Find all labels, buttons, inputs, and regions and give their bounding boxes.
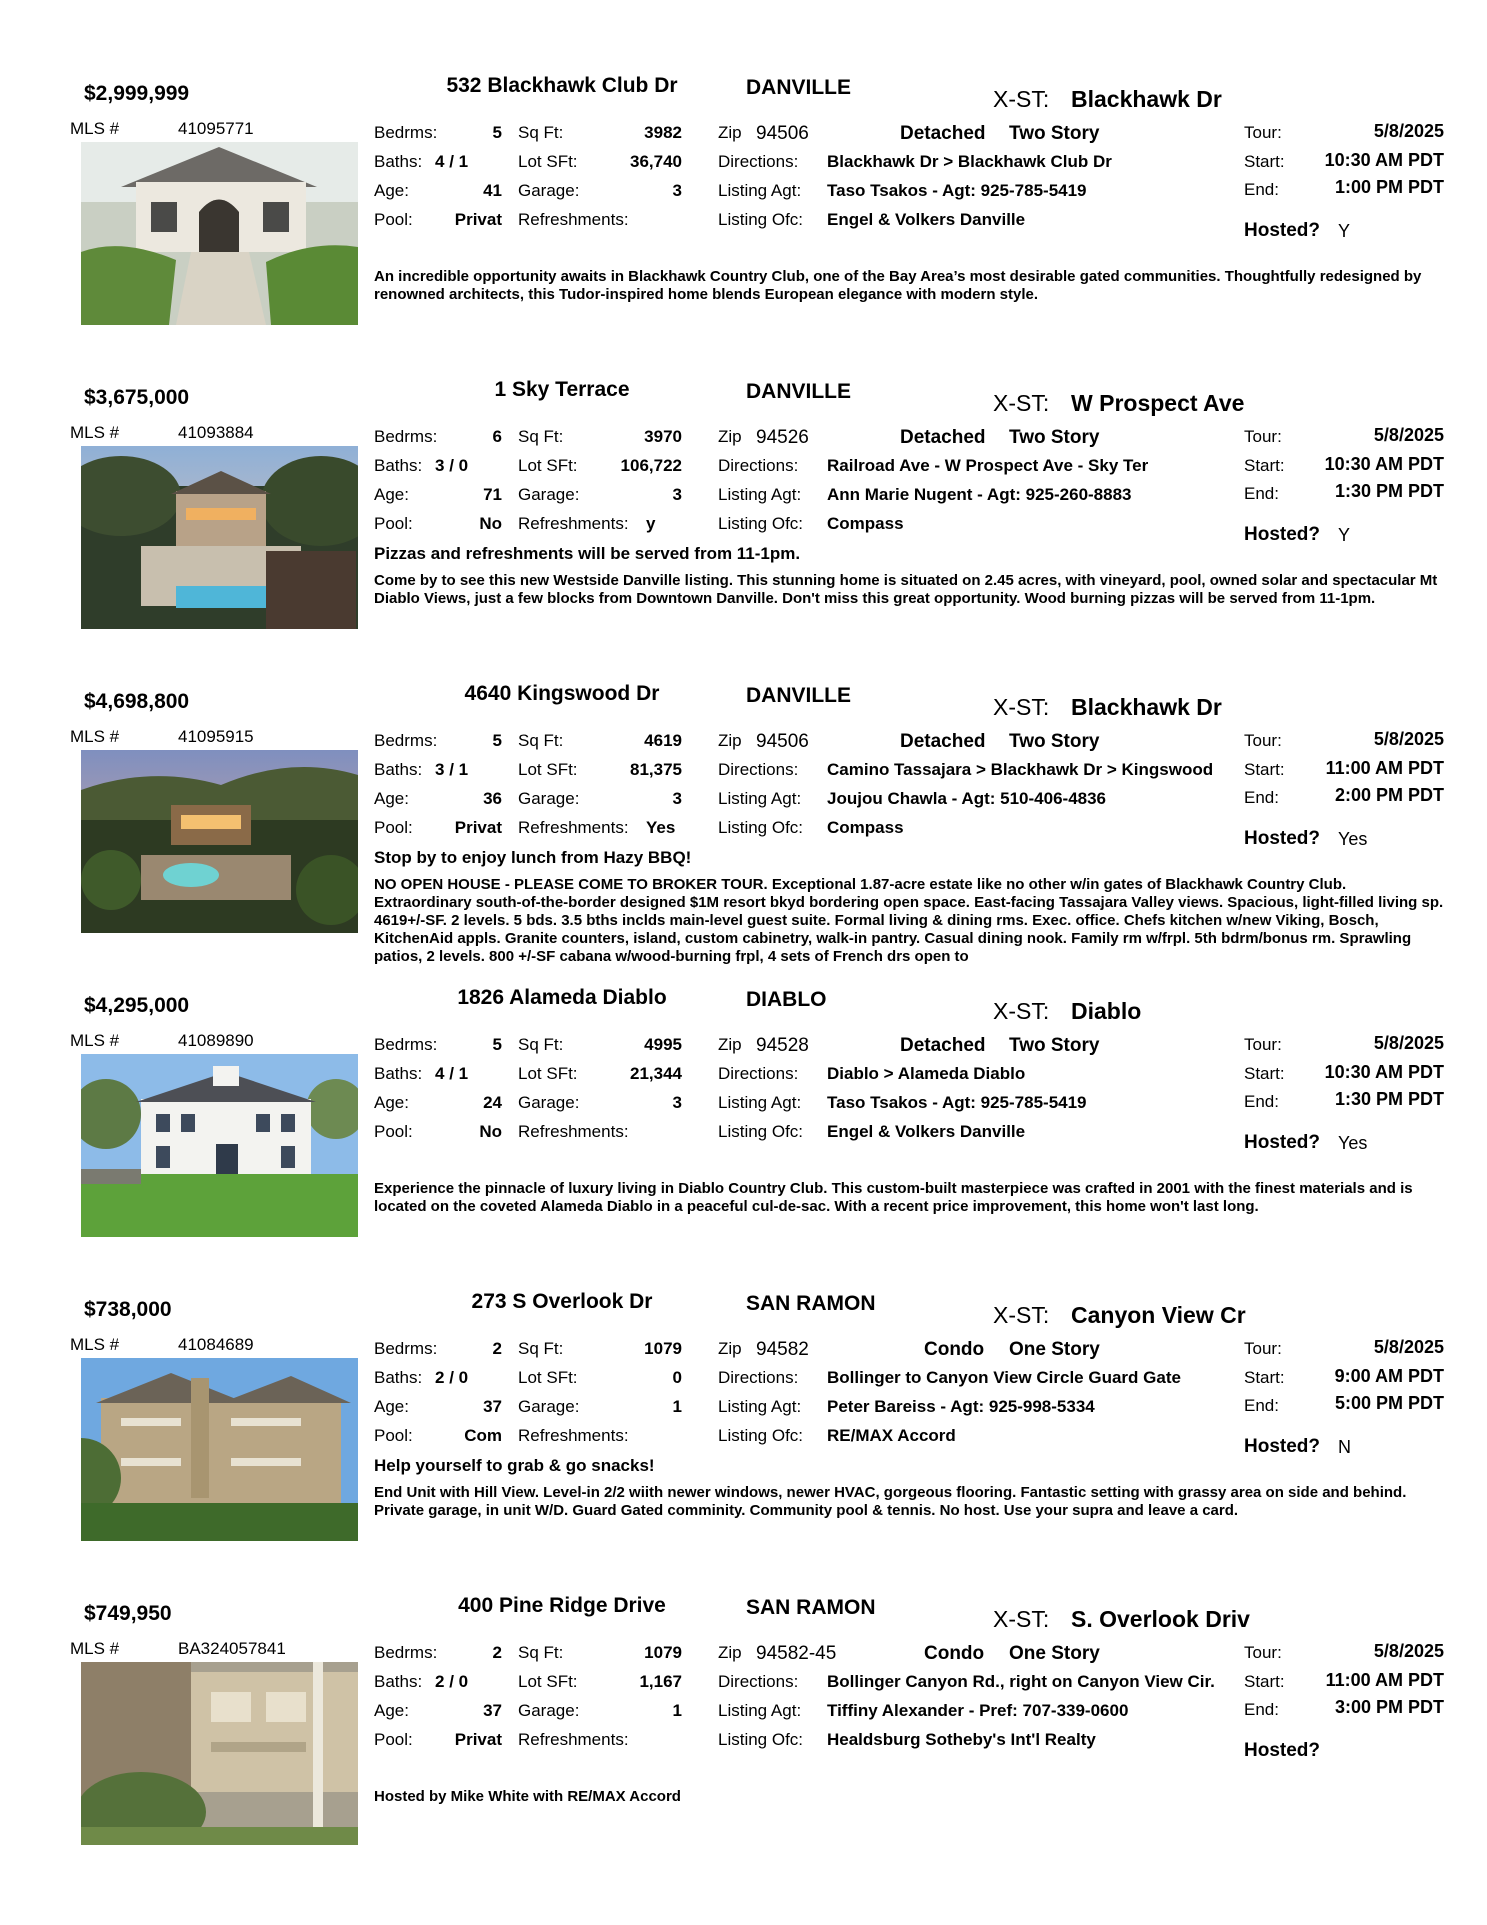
tour-label: Tour: xyxy=(1244,427,1282,446)
listing-price: $2,999,999 xyxy=(84,82,190,105)
baths-half: 0 xyxy=(458,1368,469,1387)
start-label: Start: xyxy=(1244,1368,1285,1387)
directions-label: Directions: xyxy=(718,1672,799,1691)
directions-label: Directions: xyxy=(718,1064,799,1083)
bedrooms: 6 xyxy=(492,427,502,446)
baths-label: Baths: xyxy=(374,1672,423,1691)
age-label: Age: xyxy=(374,1397,409,1416)
tour-date: 5/8/2025 xyxy=(1373,1641,1444,1661)
end-time: 1:30 PM PDT xyxy=(1334,481,1444,501)
listing-office: RE/MAX Accord xyxy=(827,1426,956,1445)
listing-card xyxy=(0,684,1487,984)
start-label: Start: xyxy=(1244,152,1285,171)
tour-date: 5/8/2025 xyxy=(1373,1337,1444,1357)
lot-label: Lot SFt: xyxy=(518,1672,578,1691)
garage: 3 xyxy=(672,1093,682,1112)
pool-label: Pool: xyxy=(374,1426,413,1445)
mls-number: 41084689 xyxy=(178,1335,254,1354)
end-time: 1:30 PM PDT xyxy=(1334,1089,1444,1109)
bedrooms: 2 xyxy=(492,1339,502,1358)
age-label: Age: xyxy=(374,181,409,200)
end-time: 5:00 PM PDT xyxy=(1334,1393,1444,1413)
property-type: Condo xyxy=(924,1339,985,1360)
hosted-label: Hosted? xyxy=(1244,828,1320,849)
refreshments-label: Refreshments: xyxy=(518,1730,629,1749)
baths-label: Baths: xyxy=(374,760,423,779)
listing-city: SAN RAMON xyxy=(746,1292,876,1315)
sqft: 3982 xyxy=(644,123,682,142)
listing-agent: Ann Marie Nugent - Agt: 925-260-8883 xyxy=(827,485,1132,504)
lot-sqft: 81,375 xyxy=(630,760,682,779)
listing-photo xyxy=(81,1662,358,1845)
listing-address: 1826 Alameda Diablo xyxy=(457,986,667,1009)
listing-agent: Joujou Chawla - Agt: 510-406-4836 xyxy=(827,789,1107,808)
listing-description: Hosted by Mike White with RE/MAX Accord xyxy=(374,1788,681,1805)
end-time: 3:00 PM PDT xyxy=(1334,1697,1444,1717)
listing-address: 273 S Overlook Dr xyxy=(471,1290,653,1313)
baths-half: 1 xyxy=(458,152,469,171)
zip: 94506 xyxy=(756,731,809,752)
hosted-value: Yes xyxy=(1338,1133,1368,1153)
stories: Two Story xyxy=(1009,1035,1100,1056)
refreshments-label: Refreshments: xyxy=(518,818,629,837)
baths: 4 / 1 xyxy=(435,1064,469,1083)
pool: Privat xyxy=(454,210,502,229)
hosted-value: Y xyxy=(1338,221,1351,241)
directions: Blackhawk Dr > Blackhawk Club Dr xyxy=(827,152,1112,171)
pool: Privat xyxy=(454,1730,502,1749)
bedrooms: 5 xyxy=(492,731,502,750)
zip-label: Zip xyxy=(718,123,742,142)
cross-street-label: X-ST: xyxy=(993,998,1050,1024)
lot-sqft: 1,167 xyxy=(639,1672,682,1691)
property-type: Detached xyxy=(900,1035,986,1056)
mls-number: BA324057841 xyxy=(178,1639,286,1658)
listing-agent: Peter Bareiss - Agt: 925-998-5334 xyxy=(827,1397,1095,1416)
baths-half: 1 xyxy=(458,760,469,779)
cross-street-label: X-ST: xyxy=(993,694,1050,720)
agent-label: Listing Agt: xyxy=(718,181,802,200)
lot-label: Lot SFt: xyxy=(518,152,578,171)
stories: Two Story xyxy=(1009,731,1100,752)
hosted-label: Hosted? xyxy=(1244,1740,1320,1761)
tour-label: Tour: xyxy=(1244,1339,1282,1358)
listing-card xyxy=(0,76,1487,376)
hosted-value: Yes xyxy=(1338,829,1368,849)
bedrooms-label: Bedrms: xyxy=(374,731,438,750)
sqft: 4619 xyxy=(644,731,682,750)
listing-card xyxy=(0,380,1487,680)
office-label: Listing Ofc: xyxy=(718,1426,804,1445)
mls-label: MLS # xyxy=(70,119,120,138)
listing-photo xyxy=(81,1054,358,1237)
pool: Com xyxy=(464,1426,502,1445)
sqft: 1079 xyxy=(644,1643,682,1662)
sqft: 1079 xyxy=(644,1339,682,1358)
end-label: End: xyxy=(1244,180,1279,199)
listing-description: An incredible opportunity awaits in Blackhawk Country Club, one of the Bay Area’s most desirable gated communities. Thoughtfully redesigned by renowned architects, this Tudor-inspired home blends European elegance with modern style. xyxy=(374,268,1422,303)
start-time: 11:00 AM PDT xyxy=(1325,758,1444,778)
listing-price: $749,950 xyxy=(84,1602,172,1625)
start-time: 11:00 AM PDT xyxy=(1325,1670,1444,1690)
baths: 2 / 0 xyxy=(435,1672,469,1691)
bedrooms-label: Bedrms: xyxy=(374,1339,438,1358)
garage-label: Garage: xyxy=(518,1093,580,1112)
baths: 2 / 0 xyxy=(435,1368,469,1387)
start-time: 10:30 AM PDT xyxy=(1324,454,1444,474)
mls-label: MLS # xyxy=(70,1335,120,1354)
refreshments-label: Refreshments: xyxy=(518,1426,629,1445)
stories: Two Story xyxy=(1009,427,1100,448)
zip-label: Zip xyxy=(718,1035,742,1054)
cross-street: S. Overlook Driv xyxy=(1071,1606,1250,1632)
age: 37 xyxy=(483,1701,502,1720)
start-label: Start: xyxy=(1244,1064,1285,1083)
pool-label: Pool: xyxy=(374,210,413,229)
directions: Diablo > Alameda Diablo xyxy=(827,1064,1026,1083)
age-label: Age: xyxy=(374,789,409,808)
age: 41 xyxy=(483,181,502,200)
cross-street: Blackhawk Dr xyxy=(1071,86,1222,112)
listing-address: 400 Pine Ridge Drive xyxy=(458,1594,666,1617)
bedrooms-label: Bedrms: xyxy=(374,123,438,142)
zip: 94582 xyxy=(756,1339,809,1360)
bedrooms-label: Bedrms: xyxy=(374,1035,438,1054)
listing-address: 1 Sky Terrace xyxy=(494,378,630,401)
listing-city: DANVILLE xyxy=(746,684,851,707)
listing-note: Stop by to enjoy lunch from Hazy BBQ! xyxy=(374,848,692,867)
sqft-label: Sq Ft: xyxy=(518,731,564,750)
mls-label: MLS # xyxy=(70,1031,120,1050)
lot-label: Lot SFt: xyxy=(518,1064,578,1083)
garage-label: Garage: xyxy=(518,181,580,200)
directions: Bollinger to Canyon View Circle Guard Gate xyxy=(827,1368,1181,1387)
garage: 1 xyxy=(672,1701,682,1720)
refreshments-label: Refreshments: xyxy=(518,210,629,229)
start-time: 10:30 AM PDT xyxy=(1324,1062,1444,1082)
sqft-label: Sq Ft: xyxy=(518,427,564,446)
sqft: 4995 xyxy=(644,1035,682,1054)
refreshments: Yes xyxy=(646,818,676,837)
garage: 1 xyxy=(672,1397,682,1416)
hosted-value: N xyxy=(1338,1437,1351,1457)
listing-card xyxy=(0,988,1487,1288)
zip-label: Zip xyxy=(718,731,742,750)
start-time: 9:00 AM PDT xyxy=(1334,1366,1444,1386)
lot-sqft: 21,344 xyxy=(630,1064,682,1083)
bedrooms: 5 xyxy=(492,123,502,142)
property-type: Detached xyxy=(900,123,986,144)
lot-label: Lot SFt: xyxy=(518,760,578,779)
baths-full: 2 xyxy=(435,1368,445,1387)
refreshments-label: Refreshments: xyxy=(518,1122,629,1141)
hosted-label: Hosted? xyxy=(1244,220,1320,241)
stories: Two Story xyxy=(1009,123,1100,144)
listing-description: NO OPEN HOUSE - PLEASE COME TO BROKER TOUR. Exceptional 1.87-acre estate like no other w/in gates of Blackhawk Country Club. Extraordinary south-of-the-border designed $1M resort bkyd bordering open space. East-facing Tassajara Valley views. Spacious, light-filled living sp. 4619+/-SF. 2 levels. 5 bds. 3.5 bths inclds main-level guest suite. Formal living & dining rms. Exec. office. Chefs kitchen w/new Viking, Bosch, KitchenAid appls. Granite counters, island, custom cabinetry, walk-in pantry. Casual dining nook. Family rm w/frpl. 5th bdrm/bonus rm. Sprawling patios, 2 levels. 800 +/-SF cabana w/wood-burning frpl, 4 sets of French drs open to xyxy=(374,876,1444,965)
baths-full: 3 xyxy=(435,456,445,475)
directions: Railroad Ave - W Prospect Ave - Sky Ter xyxy=(827,456,1149,475)
zip: 94506 xyxy=(756,123,809,144)
garage-label: Garage: xyxy=(518,1701,580,1720)
zip-label: Zip xyxy=(718,1339,742,1358)
bedrooms: 2 xyxy=(492,1643,502,1662)
garage: 3 xyxy=(672,789,682,808)
directions-label: Directions: xyxy=(718,152,799,171)
listing-office: Engel & Volkers Danville xyxy=(827,210,1026,229)
mls-number: 41095771 xyxy=(178,119,254,138)
listing-office: Compass xyxy=(827,818,904,837)
zip: 94528 xyxy=(756,1035,809,1056)
directions-label: Directions: xyxy=(718,1368,799,1387)
cross-street: W Prospect Ave xyxy=(1071,390,1245,416)
listing-address: 532 Blackhawk Club Dr xyxy=(446,74,678,97)
baths-full: 4 xyxy=(435,152,445,171)
lot-label: Lot SFt: xyxy=(518,1368,578,1387)
pool-label: Pool: xyxy=(374,1122,413,1141)
tour-date: 5/8/2025 xyxy=(1373,121,1444,141)
pool: No xyxy=(479,1122,502,1141)
age: 37 xyxy=(483,1397,502,1416)
hosted-value: Y xyxy=(1338,525,1351,545)
lot-sqft: 106,722 xyxy=(620,456,682,475)
office-label: Listing Ofc: xyxy=(718,1122,804,1141)
listing-city: DIABLO xyxy=(746,988,827,1011)
listing-price: $4,698,800 xyxy=(84,690,190,713)
end-label: End: xyxy=(1244,1092,1279,1111)
listing-photo xyxy=(81,142,358,325)
stories: One Story xyxy=(1009,1643,1100,1664)
zip: 94526 xyxy=(756,427,809,448)
listing-city: DANVILLE xyxy=(746,76,851,99)
cross-street-label: X-ST: xyxy=(993,1302,1050,1328)
baths: 3 / 0 xyxy=(435,456,469,475)
start-label: Start: xyxy=(1244,1672,1285,1691)
baths-full: 4 xyxy=(435,1064,445,1083)
end-label: End: xyxy=(1244,484,1279,503)
hosted-label: Hosted? xyxy=(1244,1436,1320,1457)
lot-sqft: 36,740 xyxy=(630,152,682,171)
listing-note: Help yourself to grab & go snacks! xyxy=(374,1456,655,1475)
age-label: Age: xyxy=(374,1701,409,1720)
start-label: Start: xyxy=(1244,760,1285,779)
baths-label: Baths: xyxy=(374,456,423,475)
garage-label: Garage: xyxy=(518,1397,580,1416)
age: 71 xyxy=(483,485,502,504)
listing-city: SAN RAMON xyxy=(746,1596,876,1619)
mls-number: 41089890 xyxy=(178,1031,254,1050)
refreshments: y xyxy=(646,514,656,533)
cross-street-label: X-ST: xyxy=(993,1606,1050,1632)
sqft: 3970 xyxy=(644,427,682,446)
garage-label: Garage: xyxy=(518,485,580,504)
baths: 4 / 1 xyxy=(435,152,469,171)
listing-card xyxy=(0,1596,1487,1896)
age-label: Age: xyxy=(374,485,409,504)
bedrooms-label: Bedrms: xyxy=(374,427,438,446)
age: 36 xyxy=(483,789,502,808)
listing-photo xyxy=(81,1358,358,1541)
listing-city: DANVILLE xyxy=(746,380,851,403)
listing-photo xyxy=(81,750,358,933)
pool-label: Pool: xyxy=(374,1730,413,1749)
end-label: End: xyxy=(1244,1396,1279,1415)
age: 24 xyxy=(483,1093,502,1112)
property-type: Detached xyxy=(900,427,986,448)
garage-label: Garage: xyxy=(518,789,580,808)
zip-label: Zip xyxy=(718,1643,742,1662)
property-type: Detached xyxy=(900,731,986,752)
end-label: End: xyxy=(1244,1700,1279,1719)
lot-sqft: 0 xyxy=(672,1368,682,1387)
pool-label: Pool: xyxy=(374,818,413,837)
listing-description: Experience the pinnacle of luxury living in Diablo Country Club. This custom-built masterpiece was crafted in 2001 with the finest materials and is located on the coveted Alameda Diablo in a peaceful cul-de-sac. With a recent price improvement, this home won't last long. xyxy=(374,1180,1413,1215)
tour-label: Tour: xyxy=(1244,731,1282,750)
baths-full: 3 xyxy=(435,760,445,779)
mls-label: MLS # xyxy=(70,1639,120,1658)
tour-date: 5/8/2025 xyxy=(1373,729,1444,749)
pool-label: Pool: xyxy=(374,514,413,533)
listing-description: Come by to see this new Westside Danville listing. This stunning home is situated on 2.45 acres, with vineyard, pool, owned solar and spectacular Mt Diablo Views, just a few blocks from Downtown Danville. Don't miss this great opportunity. Wood burning pizzas will be served from 11-1pm. xyxy=(374,572,1438,607)
baths-label: Baths: xyxy=(374,1064,423,1083)
start-time: 10:30 AM PDT xyxy=(1324,150,1444,170)
baths-half: 0 xyxy=(458,1672,469,1691)
office-label: Listing Ofc: xyxy=(718,1730,804,1749)
listing-office: Engel & Volkers Danville xyxy=(827,1122,1026,1141)
garage: 3 xyxy=(672,181,682,200)
listing-description: End Unit with Hill View. Level-in 2/2 wiith newer windows, newer HVAC, gorgeous flooring. Fantastic setting with grassy area on side and behind. Private garage, in unit W/D. Guard Gated comminity. Community pool & tennis. No host. Use your supra and leave a card. xyxy=(374,1484,1407,1519)
property-type: Condo xyxy=(924,1643,985,1664)
agent-label: Listing Agt: xyxy=(718,789,802,808)
cross-street-label: X-ST: xyxy=(993,390,1050,416)
listing-agent: Taso Tsakos - Agt: 925-785-5419 xyxy=(827,181,1087,200)
age-label: Age: xyxy=(374,1093,409,1112)
office-label: Listing Ofc: xyxy=(718,210,804,229)
directions: Camino Tassajara > Blackhawk Dr > Kingswood xyxy=(827,760,1214,779)
listing-address: 4640 Kingswood Dr xyxy=(464,682,660,705)
hosted-label: Hosted? xyxy=(1244,1132,1320,1153)
directions: Bollinger Canyon Rd., right on Canyon View Cir. xyxy=(827,1672,1215,1691)
garage: 3 xyxy=(672,485,682,504)
end-time: 1:00 PM PDT xyxy=(1334,177,1444,197)
stories: One Story xyxy=(1009,1339,1100,1360)
zip-label: Zip xyxy=(718,427,742,446)
bedrooms-label: Bedrms: xyxy=(374,1643,438,1662)
listing-photo xyxy=(81,446,358,629)
hosted-label: Hosted? xyxy=(1244,524,1320,545)
office-label: Listing Ofc: xyxy=(718,818,804,837)
baths-label: Baths: xyxy=(374,1368,423,1387)
cross-street: Blackhawk Dr xyxy=(1071,694,1222,720)
agent-label: Listing Agt: xyxy=(718,485,802,504)
listing-price: $3,675,000 xyxy=(84,386,190,409)
baths-full: 2 xyxy=(435,1672,445,1691)
mls-number: 41093884 xyxy=(178,423,254,442)
refreshments-label: Refreshments: xyxy=(518,514,629,533)
tour-label: Tour: xyxy=(1244,1035,1282,1054)
tour-date: 5/8/2025 xyxy=(1373,1033,1444,1053)
pool: No xyxy=(479,514,502,533)
mls-label: MLS # xyxy=(70,727,120,746)
tour-date: 5/8/2025 xyxy=(1373,425,1444,445)
sqft-label: Sq Ft: xyxy=(518,1643,564,1662)
listing-card xyxy=(0,1292,1487,1592)
listing-agent: Taso Tsakos - Agt: 925-785-5419 xyxy=(827,1093,1087,1112)
agent-label: Listing Agt: xyxy=(718,1397,802,1416)
baths-half: 1 xyxy=(458,1064,469,1083)
zip: 94582-45 xyxy=(756,1643,837,1664)
lot-label: Lot SFt: xyxy=(518,456,578,475)
listing-price: $738,000 xyxy=(84,1298,172,1321)
directions-label: Directions: xyxy=(718,760,799,779)
cross-street-label: X-ST: xyxy=(993,86,1050,112)
end-time: 2:00 PM PDT xyxy=(1334,785,1444,805)
cross-street: Canyon View Cr xyxy=(1071,1302,1246,1328)
directions-label: Directions: xyxy=(718,456,799,475)
listing-agent: Tiffiny Alexander - Pref: 707-339-0600 xyxy=(827,1701,1129,1720)
sqft-label: Sq Ft: xyxy=(518,123,564,142)
listing-office: Compass xyxy=(827,514,904,533)
tour-label: Tour: xyxy=(1244,1643,1282,1662)
agent-label: Listing Agt: xyxy=(718,1093,802,1112)
sqft-label: Sq Ft: xyxy=(518,1339,564,1358)
start-label: Start: xyxy=(1244,456,1285,475)
baths: 3 / 1 xyxy=(435,760,469,779)
agent-label: Listing Agt: xyxy=(718,1701,802,1720)
pool: Privat xyxy=(454,818,502,837)
sqft-label: Sq Ft: xyxy=(518,1035,564,1054)
listing-price: $4,295,000 xyxy=(84,994,190,1017)
listing-note: Pizzas and refreshments will be served from 11-1pm. xyxy=(374,544,801,563)
baths-half: 0 xyxy=(458,456,469,475)
listing-office: Healdsburg Sotheby's Int'l Realty xyxy=(827,1730,1096,1749)
tour-label: Tour: xyxy=(1244,123,1282,142)
office-label: Listing Ofc: xyxy=(718,514,804,533)
mls-label: MLS # xyxy=(70,423,120,442)
end-label: End: xyxy=(1244,788,1279,807)
baths-label: Baths: xyxy=(374,152,423,171)
mls-number: 41095915 xyxy=(178,727,254,746)
bedrooms: 5 xyxy=(492,1035,502,1054)
cross-street: Diablo xyxy=(1071,998,1142,1024)
